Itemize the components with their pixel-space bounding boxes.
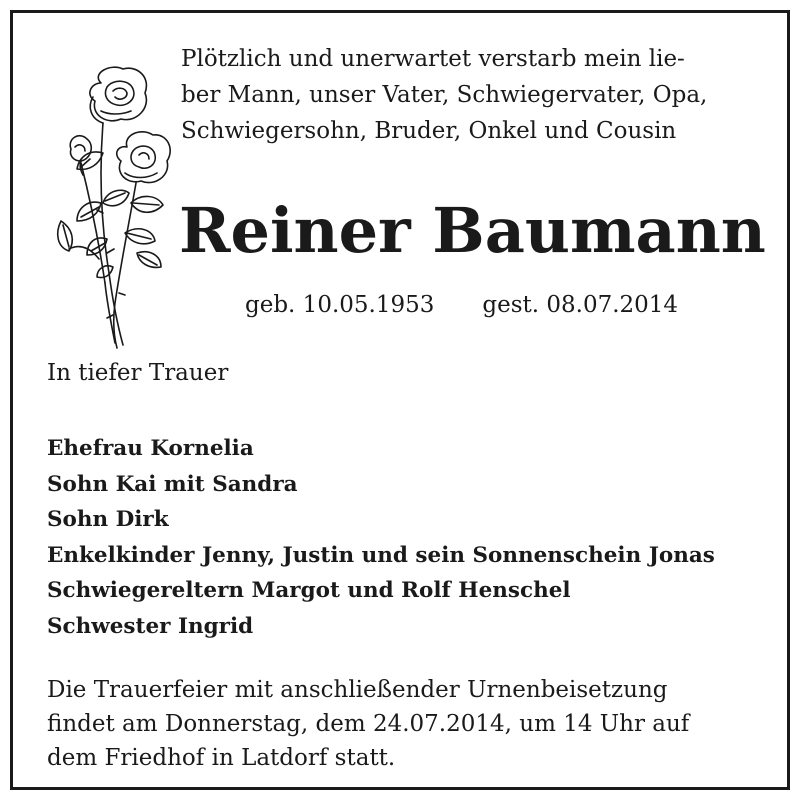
service-line: dem Friedhof in Latdorf statt. — [47, 745, 396, 771]
deceased-name: Reiner Baumann — [179, 194, 766, 267]
mourners-list — [47, 431, 715, 644]
rose-icon — [41, 53, 181, 353]
service-line: findet am Donnerstag, dem 24.07.2014, um 14 Uhr auf — [47, 711, 690, 737]
mourner-item: Schwester Ingrid — [47, 613, 254, 639]
obituary-frame — [10, 10, 790, 790]
intro-text — [181, 41, 771, 149]
mourner-item: Schwiegereltern Margot und Rolf Henschel — [47, 578, 571, 603]
intro-line: Schwiegersohn, Bruder, Onkel und Cousin — [181, 118, 677, 144]
death-date: gest. 08.07.2014 — [482, 292, 679, 318]
intro-line: ber Mann, unser Vater, Schwiegervater, Opa, — [181, 82, 708, 108]
mourner-item: Sohn Kai mit Sandra — [47, 471, 298, 497]
service-info — [47, 673, 759, 775]
birth-date: geb. 10.05.1953 — [245, 292, 435, 318]
mourner-item: Enkelkinder Jenny, Justin und sein Sonnenschein Jonas — [47, 542, 715, 568]
service-line: Die Trauerfeier mit anschließender Urnenbeisetzung — [47, 677, 668, 703]
mourner-item: Ehefrau Kornelia — [47, 436, 254, 461]
mourning-line: In tiefer Trauer — [47, 360, 229, 386]
intro-line: Plötzlich und unerwartet verstarb mein lie- — [181, 46, 685, 72]
life-dates — [245, 290, 678, 320]
mourner-item: Sohn Dirk — [47, 507, 169, 532]
